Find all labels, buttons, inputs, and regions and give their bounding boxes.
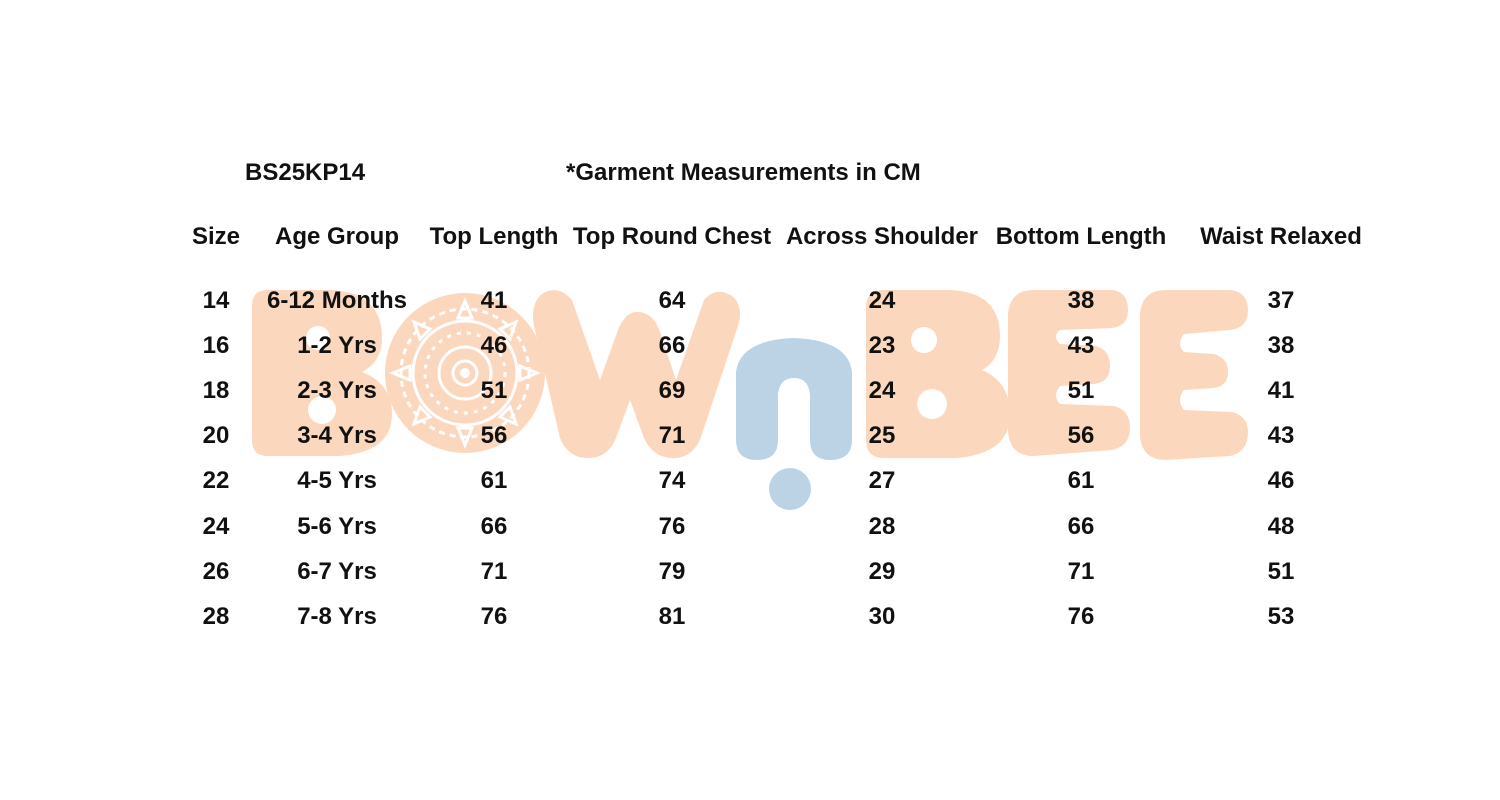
table-cell-size: 28 [202, 602, 230, 630]
table-cell-top-length: 56 [480, 422, 508, 450]
table-cell-bottom-length: 66 [1067, 512, 1095, 540]
table-cell-top-length: 46 [480, 332, 508, 360]
table-cell-top-round-chest: 76 [658, 512, 686, 540]
table-cell-age-group: 7-8 Yrs [297, 602, 377, 630]
table-cell-age-group: 3-4 Yrs [297, 422, 377, 450]
table-cell-size: 26 [202, 557, 230, 585]
table-cell-top-length: 51 [480, 377, 508, 405]
column-header-top-length: Top Length [429, 223, 559, 250]
table-cell-top-round-chest: 71 [658, 422, 686, 450]
table-cell-top-length: 71 [480, 557, 508, 585]
table-cell-waist-relaxed: 37 [1267, 287, 1295, 314]
table-cell-waist-relaxed: 38 [1267, 332, 1295, 360]
table-cell-top-round-chest: 69 [658, 377, 686, 405]
table-cell-size: 24 [202, 512, 230, 540]
table-cell-top-length: 61 [480, 467, 508, 495]
table-cell-waist-relaxed: 43 [1267, 422, 1295, 450]
table-cell-bottom-length: 56 [1067, 422, 1095, 450]
table-cell-size: 14 [202, 287, 230, 314]
column-header-waist-relaxed: Waist Relaxed [1200, 223, 1362, 250]
table-cell-bottom-length: 76 [1067, 602, 1095, 630]
column-header-size: Size [191, 223, 241, 250]
table-cell-top-round-chest: 81 [658, 602, 686, 630]
table-cell-bottom-length: 71 [1067, 557, 1095, 585]
table-cell-across-shoulder: 29 [868, 557, 896, 585]
table-cell-across-shoulder: 24 [868, 377, 896, 405]
column-header-age-group: Age Group [275, 223, 399, 250]
table-cell-top-round-chest: 74 [658, 467, 686, 495]
table-cell-across-shoulder: 24 [868, 287, 896, 314]
table-cell-across-shoulder: 23 [868, 332, 896, 360]
column-header-bottom-length: Bottom Length [995, 223, 1167, 250]
table-cell-top-round-chest: 64 [658, 287, 686, 314]
table-cell-bottom-length: 43 [1067, 332, 1095, 360]
table-cell-waist-relaxed: 41 [1267, 377, 1295, 405]
table-cell-across-shoulder: 30 [868, 602, 896, 630]
table-cell-top-round-chest: 79 [658, 557, 686, 585]
table-cell-size: 16 [202, 332, 230, 360]
table-cell-waist-relaxed: 46 [1267, 467, 1295, 495]
column-header-top-round-chest: Top Round Chest [572, 223, 772, 250]
table-cell-age-group: 2-3 Yrs [297, 377, 377, 405]
table-cell-bottom-length: 51 [1067, 377, 1095, 405]
table-cell-size: 22 [202, 467, 230, 495]
table-cell-top-round-chest: 66 [658, 332, 686, 360]
table-cell-across-shoulder: 27 [868, 467, 896, 495]
table-cell-bottom-length: 61 [1067, 467, 1095, 495]
table-cell-size: 18 [202, 377, 230, 405]
table-cell-age-group: 5-6 Yrs [297, 512, 377, 540]
table-cell-age-group: 6-7 Yrs [297, 557, 377, 585]
table-cell-waist-relaxed: 48 [1267, 512, 1295, 540]
table-cell-top-length: 66 [480, 512, 508, 540]
table-cell-top-length: 41 [480, 287, 508, 314]
table-cell-age-group: 4-5 Yrs [297, 467, 377, 495]
column-header-across-shoulder: Across Shoulder [785, 223, 979, 250]
table-cell-age-group: 6-12 Months [266, 287, 408, 314]
table-cell-across-shoulder: 25 [868, 422, 896, 450]
table-cell-waist-relaxed: 53 [1267, 602, 1295, 630]
table-cell-age-group: 1-2 Yrs [297, 332, 377, 360]
measurement-note: *Garment Measurements in CM [566, 159, 921, 186]
style-code: BS25KP14 [245, 159, 366, 186]
table-cell-bottom-length: 38 [1067, 287, 1095, 314]
table-cell-top-length: 76 [480, 602, 508, 630]
table-cell-across-shoulder: 28 [868, 512, 896, 540]
table-cell-waist-relaxed: 51 [1267, 557, 1295, 585]
table-cell-size: 20 [202, 422, 230, 450]
